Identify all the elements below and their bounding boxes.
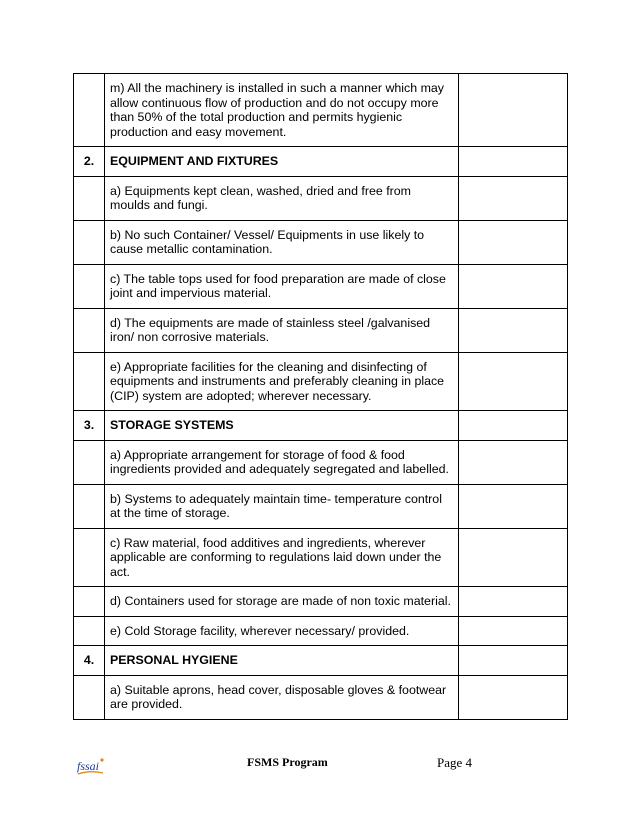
checklist-item-text: d) Containers used for storage are made of non toxic material. — [105, 587, 459, 617]
section-header-row — [74, 147, 568, 177]
checklist-item-text: a) Suitable aprons, head cover, disposable gloves & footwear are provided. — [105, 675, 459, 719]
row-number — [74, 587, 105, 617]
row-number — [74, 176, 105, 220]
checklist-row — [74, 484, 568, 528]
row-number: 3. — [74, 411, 105, 441]
row-number — [74, 74, 105, 147]
logo-text: fssai — [77, 759, 100, 773]
checklist-body — [74, 74, 568, 720]
row-number — [74, 484, 105, 528]
section-title: PERSONAL HYGIENE — [105, 646, 459, 676]
response-cell — [459, 587, 568, 617]
checklist-row — [74, 440, 568, 484]
checklist-item-text: e) Cold Storage facility, wherever necessary/ provided. — [105, 616, 459, 646]
row-number — [74, 308, 105, 352]
checklist-row — [74, 176, 568, 220]
response-cell — [459, 264, 568, 308]
fssai-logo-icon — [76, 757, 106, 777]
response-cell — [459, 528, 568, 587]
row-number — [74, 220, 105, 264]
checklist-row — [74, 616, 568, 646]
checklist-row — [74, 352, 568, 411]
checklist-row — [74, 74, 568, 147]
response-cell — [459, 352, 568, 411]
response-cell — [459, 616, 568, 646]
footer-title: FSMS Program — [247, 755, 328, 769]
section-title: EQUIPMENT AND FIXTURES — [105, 147, 459, 177]
response-cell — [459, 176, 568, 220]
checklist-item-text: c) Raw material, food additives and ingredients, wherever applicable are conforming to regulations laid down under the act. — [105, 528, 459, 587]
checklist-row — [74, 220, 568, 264]
page-footer — [0, 755, 638, 777]
checklist-row — [74, 587, 568, 617]
checklist-item-text: m) All the machinery is installed in such a manner which may allow continuous flow of production and do not occupy more than 50% of the total production and permits hygienic production and easy movement. — [105, 74, 459, 147]
page-number: Page 4 — [437, 755, 473, 770]
checklist-row — [74, 528, 568, 587]
row-number — [74, 264, 105, 308]
section-header-row — [74, 411, 568, 441]
response-cell — [459, 74, 568, 147]
checklist-row — [74, 264, 568, 308]
row-number — [74, 352, 105, 411]
fssai-logo — [76, 757, 106, 782]
row-number — [74, 675, 105, 719]
section-title: STORAGE SYSTEMS — [105, 411, 459, 441]
response-cell — [459, 220, 568, 264]
checklist-item-text: e) Appropriate facilities for the cleaning and disinfecting of equipments and instruments and preferably cleaning in place (CIP) system are adopted; wherever necessary. — [105, 352, 459, 411]
checklist-item-text: a) Equipments kept clean, washed, dried and free from moulds and fungi. — [105, 176, 459, 220]
checklist-item-text: d) The equipments are made of stainless steel /galvanised iron/ non corrosive materials. — [105, 308, 459, 352]
response-cell — [459, 646, 568, 676]
row-number — [74, 616, 105, 646]
checklist-row — [74, 308, 568, 352]
checklist-table — [73, 73, 568, 720]
checklist-item-text: c) The table tops used for food preparation are made of close joint and impervious material. — [105, 264, 459, 308]
response-cell — [459, 484, 568, 528]
response-cell — [459, 308, 568, 352]
section-header-row — [74, 646, 568, 676]
checklist-item-text: b) No such Container/ Vessel/ Equipments in use likely to cause metallic contamination. — [105, 220, 459, 264]
row-number — [74, 528, 105, 587]
row-number: 2. — [74, 147, 105, 177]
checklist-row — [74, 675, 568, 719]
response-cell — [459, 411, 568, 441]
response-cell — [459, 675, 568, 719]
checklist-item-text: b) Systems to adequately maintain time- temperature control at the time of storage. — [105, 484, 459, 528]
row-number — [74, 440, 105, 484]
checklist-item-text: a) Appropriate arrangement for storage of food & food ingredients provided and adequately segregated and labelled. — [105, 440, 459, 484]
response-cell — [459, 147, 568, 177]
row-number: 4. — [74, 646, 105, 676]
response-cell — [459, 440, 568, 484]
